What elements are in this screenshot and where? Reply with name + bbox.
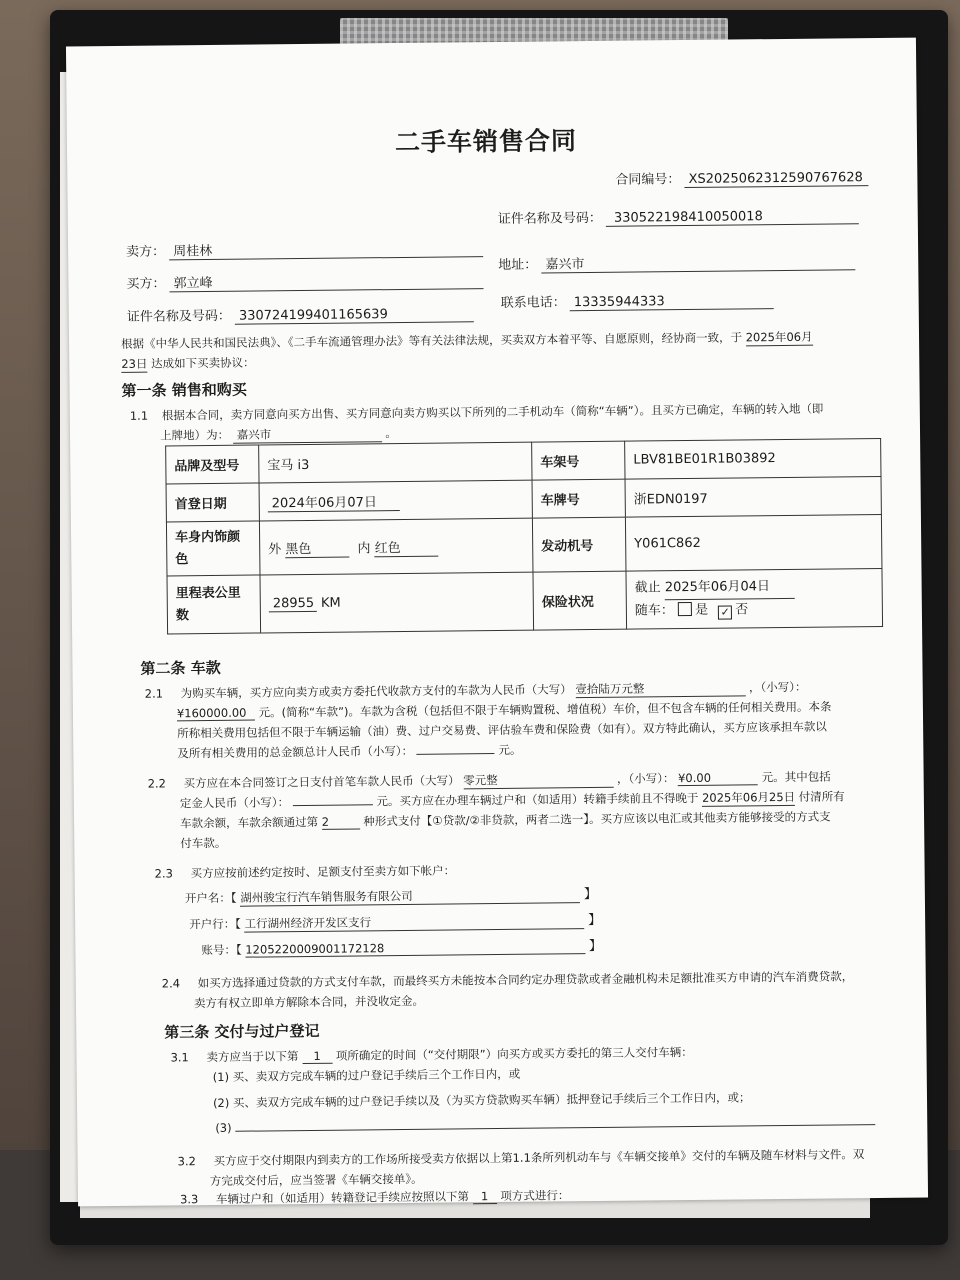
clause-2-3-text: 买方应按前述约定按时、足额支付至卖方如下帐户： (190, 863, 456, 881)
account-no-row (201, 935, 602, 958)
engine-label: 发动机号 (532, 517, 626, 572)
account-no-label: 账号：【 (201, 942, 242, 958)
account-name-row (185, 883, 597, 907)
preamble-text2: 达成如下买卖协议： (150, 355, 255, 371)
price-value: ¥160000.00 (177, 706, 255, 722)
clause-2-2-line3 (180, 809, 831, 832)
buyer-row (126, 269, 483, 293)
clause-number: 2.1 (144, 686, 164, 701)
bracket-close: 】 (588, 912, 602, 929)
clause-2-1-line4 (177, 742, 521, 762)
mileage-value: 28955 (269, 595, 317, 612)
payment-deadline-value: 2025年06月25日 (701, 789, 796, 805)
clause-2-1-line2 (177, 699, 832, 722)
clause-3-1-option2: (2) 买、卖双方完成车辆的过户登记手续以及（为买方贷款购买车辆）抵押登记手续后三个工作日内，或； (212, 1090, 751, 1110)
bank-row (189, 909, 601, 933)
clause-3-2-line1 (178, 1146, 865, 1169)
preamble-line2 (121, 355, 254, 373)
insurance-label: 保险状况 (533, 571, 627, 630)
clause-2-2-text-b: ，（小写）： (616, 771, 675, 786)
price-chinese-value: 壹拾陆万元整 (575, 679, 745, 698)
account-name-value: 湖州骏宝行汽车销售服务有限公司 (240, 886, 580, 907)
clause-2-1-line4-end: 元。 (498, 742, 522, 757)
seller-label: 卖方： (126, 244, 166, 260)
brand-label: 品牌及型号 (166, 445, 259, 484)
clause-2-2-line3-text-b: 种形式支付【①贷款/②非贷款，两者二选一】。买方应该以电汇或其他卖方能够接受的方式支 (363, 809, 831, 829)
exterior-value: 黑色 (285, 537, 349, 558)
contract-no-value: XS2025062312590767628 (684, 170, 868, 188)
bank-label: 开户行：【 (189, 916, 241, 932)
insurance-with-car-row (635, 598, 874, 623)
delivery-option-value: 1 (302, 1049, 332, 1064)
buyer-value: 郭立峰 (169, 269, 483, 292)
clause-2-2-text-c: 元。其中包括 (761, 769, 831, 785)
contract-no-label: 合同编号： (615, 172, 681, 188)
plate-label: 车牌号 (532, 479, 625, 518)
clause-2-2-line2-text: 定金人民币（小写）： (179, 795, 290, 811)
vin-value: LBV81BE01R1B03892 (625, 438, 881, 479)
phone-value: 13335944333 (570, 293, 774, 311)
phone-label: 联系电话： (500, 295, 566, 311)
clause-2-4-text: 如买方选择通过贷款的方式支付车款，而最终买方未能按本合同约定办理贷款或者金融机构未足额批准买方申请的汽车消费贷款， (197, 969, 854, 991)
clause-2-1-text: 为购买车辆，买方应向卖方或卖方委托代收款方支付的车款为人民币（大写） (180, 682, 572, 701)
clause-1-1-line2 (160, 425, 397, 444)
clause-1-1-text2: 上牌地）为： (159, 427, 230, 443)
page-title: 二手车销售合同 (394, 126, 578, 158)
insurance-cell (626, 568, 883, 629)
insurance-until-row (635, 575, 874, 601)
clause-number: 1.1 (129, 408, 149, 423)
address-value: 嘉兴市 (541, 250, 855, 273)
clause-number: 2.3 (154, 866, 173, 881)
mileage-label: 里程表公里数 (167, 575, 261, 634)
clause-2-1-text-b: ，（小写）： (748, 679, 807, 695)
address-label: 地址： (498, 257, 538, 273)
vin-label: 车架号 (532, 441, 625, 480)
clause-2-3-line1 (155, 862, 456, 881)
down-payment-value: ¥0.00 (678, 770, 758, 786)
clause-3-3-text-b: 项方式进行： (500, 1188, 570, 1203)
bank-value: 工行湖州经济开发区支行 (244, 912, 584, 933)
buyer-label: 买方： (126, 276, 166, 292)
mileage-cell (260, 572, 534, 633)
bracket-close: 】 (588, 938, 603, 955)
engine-value: Y061C862 (625, 514, 882, 571)
table-row (166, 514, 882, 575)
color-cell (259, 518, 533, 575)
clause-2-2-line4: 付车款。 (180, 835, 227, 851)
plate-value: 浙EDN0197 (625, 476, 881, 517)
checkbox-no-label: 否 (735, 602, 749, 618)
clause-3-1-option1: (1) 买、卖双方完成车辆的过户登记手续后三个工作日内，或 (212, 1066, 521, 1085)
clause-1-1-line1 (130, 401, 824, 424)
interior-value: 红色 (375, 536, 439, 557)
mileage-unit: KM (320, 595, 341, 611)
clause-3-3-text: 车辆过户和（如适用）转籍登记手续应按照以下第 (215, 1189, 470, 1206)
insurance-until-value: 2025年06月04日 (665, 576, 795, 600)
clause-number: 3.1 (170, 1050, 189, 1065)
reg-date-value: 2024年06月07日 (268, 491, 400, 512)
seller-id-row (498, 204, 859, 228)
checkbox-no-checked-icon[interactable]: ✓ (718, 606, 732, 620)
account-name-label: 开户名：【 (184, 890, 237, 906)
seller-id-value: 330522198410050018 (606, 208, 859, 227)
buyer-id-row (127, 302, 474, 326)
article1-heading: 第一条 销售和购买 (121, 380, 247, 400)
contract-page (66, 38, 928, 1207)
clause-2-4-line2: 卖方有权立即单方解除本合同，并没收定金。 (193, 993, 425, 1011)
down-payment-chinese-value: 零元整 (463, 771, 613, 790)
clause-3-1-line1 (170, 1044, 692, 1065)
article3-heading: 第三条 交付与过户登记 (164, 1021, 320, 1042)
clause-3-1-option3 (215, 1114, 875, 1135)
brand-value: 宝马 i3 (259, 442, 532, 483)
clause-1-1-text: 根据本合同，卖方同意向买方出售、买方同意向卖方购买以下所列的二手机动车（简称“车辆”）。且买方已确定，车辆的转入地（即 (161, 401, 824, 423)
clause-number: 2.2 (147, 776, 167, 791)
seller-value: 周桂林 (169, 237, 483, 260)
buyer-id-label: 证件名称及号码： (126, 308, 231, 325)
account-no-value: 1205220009001172128 (245, 939, 585, 958)
bracket-close: 】 (583, 886, 598, 903)
checkbox-yes-label: 是 (694, 602, 709, 618)
exterior-label: 外 (268, 541, 282, 557)
clause-3-1-text-b: 项所确定的时间（“交付期限”）向买方或买方委托的第三人交付车辆： (335, 1044, 693, 1063)
vehicle-info-table (165, 438, 883, 634)
insurance-until-label: 截止 (634, 580, 661, 596)
contract-no-row (615, 166, 868, 189)
seller-row (126, 237, 483, 261)
clause-2-2-text: 买方应在本合同签订之日支付首笔车款人民币（大写） (183, 773, 460, 791)
clause-number: 3.3 (179, 1192, 199, 1207)
insurance-with-label: 随车： (634, 603, 674, 619)
clause-number: 3.2 (177, 1154, 196, 1169)
clause-2-2-line2-text-c: 付清所有 (798, 789, 845, 804)
clause-2-1-line2-text: 元。(简称“车款”)。车款为含税（包括但不限于车辆购置税、增值税）车价，但不包含车辆的任何相关费用。本条 (258, 699, 832, 720)
phone-row (501, 289, 774, 312)
checkbox-yes-icon[interactable] (678, 602, 692, 616)
table-row (167, 568, 883, 633)
clause-1-1-end: 。 (385, 426, 397, 441)
preamble-date1: 2025年06月 (745, 329, 813, 345)
transfer-option-value: 1 (473, 1189, 497, 1204)
clause-2-1-line4-text: 及所有相关费用的总金额总计人民币（小写）： (177, 743, 414, 761)
clause-number: 2.4 (161, 976, 181, 991)
interior-label: 内 (357, 540, 371, 556)
preamble-date2: 23日 (121, 356, 148, 371)
reg-date-cell (259, 480, 532, 521)
seller-id-label: 证件名称及号码： (497, 210, 602, 227)
option3-label: (3) (215, 1120, 232, 1135)
clause-3-1-text: 卖方应当于以下第 (206, 1049, 299, 1065)
clause-3-2-text: 买方应于交付期限内到卖方的工作场所接受卖方依据以上第1.1条所列机动车与《车辆交接单》交付的车辆及随车材料与文件。双 (213, 1147, 865, 1168)
address-row (498, 250, 855, 274)
clause-2-2-line3-text: 车款余额，车款余额通过第 (180, 814, 319, 831)
clause-2-2-line2-text-b: 元。买方应在办理车辆过户和（如适用）转籍手续前且不得晚于 (376, 790, 699, 809)
color-label: 车身内饰颜色 (166, 521, 260, 576)
plate-place-value: 嘉兴市 (233, 425, 382, 444)
reg-date-label: 首登日期 (166, 483, 259, 522)
clause-2-1-line3: 所称相关费用包括但不限于车辆运输（油）费、过户交易费、评估验车费和保险费（如有）。双方特此确认，买方应该承担车款以 (177, 719, 827, 741)
buyer-id-value: 330724199401165639 (235, 306, 474, 325)
preamble-text1: 根据《中华人民共和国民法典》、《二手车流通管理办法》等有关法律法规，买卖双方本着平等、自愿原则，经协商一致，于 (120, 330, 743, 351)
preamble-line1 (121, 329, 813, 353)
clause-3-2-line2: 方完成交付后，应当签署《车辆交接单》。 (209, 1171, 423, 1189)
payment-method-value: 2 (322, 814, 360, 829)
article2-heading: 第二条 车款 (140, 658, 221, 678)
clause-2-4-line1 (162, 968, 854, 991)
